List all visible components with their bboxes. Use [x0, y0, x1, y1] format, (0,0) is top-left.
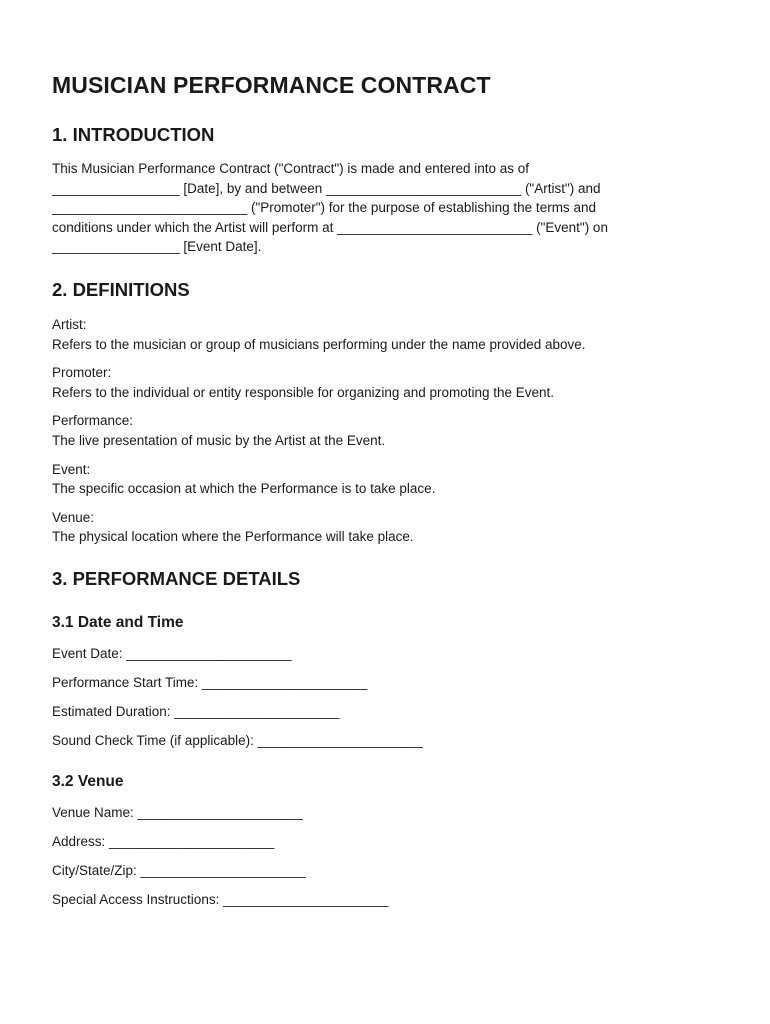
definitions-section	[52, 278, 692, 547]
definition-term: Performance:	[52, 413, 134, 429]
definition-text: Refers to the musician or group of musicians performing under the name provided above.	[52, 336, 586, 352]
definition-performance	[52, 411, 692, 450]
definition-text: The live presentation of music by the Artist at the Event.	[52, 432, 386, 448]
introduction-line: _________________ [Event Date].	[52, 239, 262, 255]
definition-text: The specific occasion at which the Performance is to take place.	[52, 481, 436, 497]
date-time-subsection	[52, 613, 692, 750]
document-title: MUSICIAN PERFORMANCE CONTRACT	[52, 72, 491, 98]
venue-heading: 3.2 Venue	[52, 772, 124, 790]
address-field: Address: ______________________	[52, 833, 275, 849]
introduction-line: conditions under which the Artist will perform at __________________________ ("Event") on	[52, 219, 608, 235]
definition-venue	[52, 508, 692, 547]
venue-subsection	[52, 772, 692, 909]
definition-term: Venue:	[52, 509, 95, 525]
event-date-field: Event Date: ______________________	[52, 645, 292, 661]
venue-name-field: Venue Name: ______________________	[52, 804, 303, 820]
special-access-instructions-field: Special Access Instructions: ______________________	[52, 891, 389, 907]
definition-text: Refers to the individual or entity responsible for organizing and promoting the Event.	[52, 384, 555, 400]
performance-start-time-field: Performance Start Time: ______________________	[52, 674, 368, 690]
introduction-heading: 1. INTRODUCTION	[52, 124, 215, 145]
introduction-section	[52, 123, 692, 257]
introduction-line: This Musician Performance Contract ("Contract") is made and entered into as of	[52, 161, 530, 176]
definition-term: Promoter:	[52, 365, 112, 381]
contract-page	[52, 70, 692, 909]
definition-promoter	[52, 363, 692, 402]
definition-event	[52, 460, 692, 499]
performance-details-section	[52, 567, 692, 909]
date-time-heading: 3.1 Date and Time	[52, 613, 184, 631]
definitions-heading: 2. DEFINITIONS	[52, 278, 190, 300]
definition-term: Artist:	[52, 316, 87, 332]
definition-text: The physical location where the Performance will take place.	[52, 529, 414, 545]
performance-details-heading: 3. PERFORMANCE DETAILS	[52, 567, 301, 589]
sound-check-time-field: Sound Check Time (if applicable): ______________________	[52, 732, 423, 748]
city-state-zip-field: City/State/Zip: ______________________	[52, 862, 306, 878]
estimated-duration-field: Estimated Duration: ______________________	[52, 703, 340, 719]
introduction-paragraph	[52, 159, 692, 257]
introduction-line: _________________ [Date], by and between __________________________ ("Artist") and	[52, 180, 601, 196]
introduction-line: __________________________ ("Promoter") for the purpose of establishing the terms and	[52, 200, 596, 216]
definition-artist	[52, 315, 692, 354]
definition-term: Event:	[52, 461, 91, 477]
